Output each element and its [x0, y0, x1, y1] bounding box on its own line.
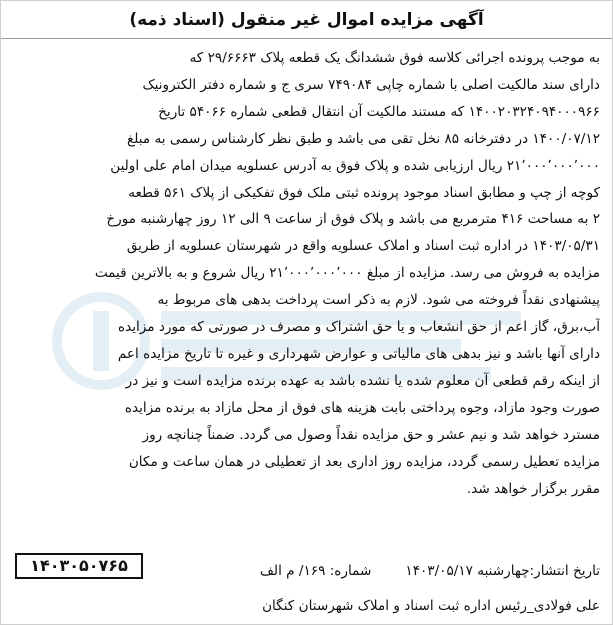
body-line: از اینکه رقم قطعی آن معلوم شده یا نشده باشد به عهده برنده مزایده است و نیز در: [125, 372, 600, 389]
reference-number: شماره: ۱۶۹/ م الف: [259, 563, 372, 579]
body-line: صورت وجود مازاد، وجوه پرداختی بابت هزینه های فوق از محل مازاد به برنده مزایده: [124, 399, 600, 416]
body-line: مزایده به فروش می رسد. مزایده از مبلغ ۲۱٬۰۰۰٬۰۰۰٬۰۰۰ ریال شروع و به بالاترین قیمت: [94, 265, 600, 282]
body-line: ۱۴۰۰۲۰۳۲۴۰۹۴۰۰۰۹۶۶ که مستند مالکیت آن انتقال قطعی شماره ۵۴۰۶۶ تاریخ: [158, 103, 600, 120]
body-line: ۱۴۰۳/۰۵/۳۱ در اداره ثبت اسناد و املاک عسلویه واقع در شهرستان عسلویه از طریق: [126, 238, 600, 255]
body-line: به موجب پرونده اجرائی کلاسه فوق ششدانگ یک قطعه پلاک ۲۹/۶۶۶۳ که: [189, 50, 600, 66]
signature-line: علی فولادی_رئیس اداره ثبت اسناد و املاک شهرستان کنگان: [262, 598, 600, 614]
body-line: کوچه از چپ و مطابق اسناد موجود پرونده ثبتی ملک فوق تفکیکی از پلاک ۵۶۱ قطعه: [128, 184, 600, 201]
body-line: دارای آنها باشد و نیز بدهی های مالیاتی و عوارض شهرداری و غیره تا تاریخ مزایده اعم: [117, 345, 600, 362]
body-line: آب،برق، گاز اعم از حق انشعاب و یا حق اشتراک و مصرف در صورتی که مورد مزایده: [117, 319, 600, 336]
body-line: مقرر برگزار خواهد شد.: [466, 480, 600, 497]
publish-date: تاریخ انتشار:چهارشنبه ۱۴۰۳/۰۵/۱۷: [405, 563, 600, 579]
body-line: ۱۴۰۰/۰۷/۱۲ در دفترخانه ۸۵ نخل تقی می باشد و طبق نظر کارشناس رسمی به مبلغ: [127, 130, 600, 147]
body-line: مسترد خواهد شد و نیم عشر و حق مزایده نقداً وصول می گردد. ضمناً چنانچه روز: [142, 426, 600, 443]
notice-body: [13, 45, 600, 502]
body-line: مزایده تعطیل رسمی گردد، مزایده روز اداری بعد از تعطیلی در همان ساعت و مکان: [128, 453, 600, 470]
body-line: پیشنهادی نقداً فروخته می شود. لازم به ذکر است پرداخت بدهی های مربوط به: [157, 292, 600, 309]
body-line: ۲۱٬۰۰۰٬۰۰۰٬۰۰۰ ریال ارزیابی شده و پلاک فوق به آدرس عسلویه میدان امام علی اولین: [110, 157, 600, 174]
notice-title: آگهی مزایده اموال غیر منقول (اسناد ذمه): [129, 10, 484, 30]
body-line: ۲ به مساحت ۴۱۶ مترمربع می باشد و پلاک فوق از ساعت ۹ الی ۱۲ روز چهارشنبه مورخ: [106, 211, 600, 228]
body-line: دارای سند مالکیت اصلی با شماره چاپی ۷۴۹۰۸۴ سری ج و شماره دفتر الکترونیک: [142, 76, 600, 93]
title-divider: [1, 38, 612, 39]
ad-code-box: ۱۴۰۳۰۵۰۷۶۵: [15, 553, 143, 579]
